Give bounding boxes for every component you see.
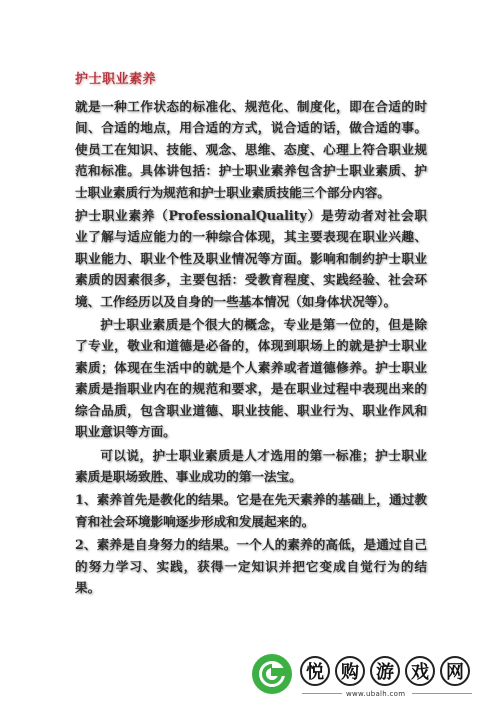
brand-char: 悦 <box>300 656 330 686</box>
paragraph-4: 可以说，护士职业素质是人才选用的第一标准；护士职业素质是职场致胜、事业成功的第一法宝。 <box>75 447 427 484</box>
paragraph-3: 护士职业素质是个很大的概念，专业是第一位的，但是除了专业，敬业和道德是必备的，体现到职场上的就是护士职业素质；体现在生活中的就是个人素养或者道德修养。护士职业素质是指职业内在的规范和要求，是在职业过程中表现出来的综合品质，包含职业道德、职业技能、职业行为、职业作风和职业意识等方面。 <box>75 317 427 440</box>
document-title: 护士职业素养 <box>75 72 157 87</box>
document-body <box>75 96 427 600</box>
brand-char: 购 <box>335 656 365 686</box>
watermark-url: www.ubalh.com <box>346 690 406 698</box>
brand-char: 游 <box>370 656 400 686</box>
brand-char: 网 <box>440 656 470 686</box>
watermark-logo <box>250 648 480 698</box>
brand-char: 戏 <box>405 656 435 686</box>
paragraph-5: 1、素养首先是教化的结果。它是在先天素养的基础上，通过教育和社会环境影响逐步形成和发展起来的。 <box>75 492 427 529</box>
paragraph-6: 2、素养是自身努力的结果。一个人的素养的高低，是通过自己的努力学习、实践，获得一定知识并把它变成自觉行为的结果。 <box>75 537 427 595</box>
g-logo-icon <box>250 652 294 696</box>
watermark-brand-chars <box>300 656 470 686</box>
paragraph-2: 护士职业素养（ProfessionalQuality）是劳动者对社会职业了解与适应能力的一种综合体现，其主要表现在职业兴趣、职业能力、职业个性及职业情况等方面。影响和制约护士职业素质的因素很多，主要包括：受教育程度、实践经验、社会环境、工作经历以及自身的一些基本情况（如身体状况等）。 <box>75 208 427 309</box>
paragraph-1: 就是一种工作状态的标准化、规范化、制度化，即在合适的时间、合适的地点，用合适的方式，说合适的话，做合适的事。使员工在知识、技能、观念、思维、态度、心理上符合职业规范和标准。具体讲包括：护士职业素养包含护士职业素质、护士职业素质行为规范和护士职业素质技能三个部分内容。 <box>75 99 427 200</box>
